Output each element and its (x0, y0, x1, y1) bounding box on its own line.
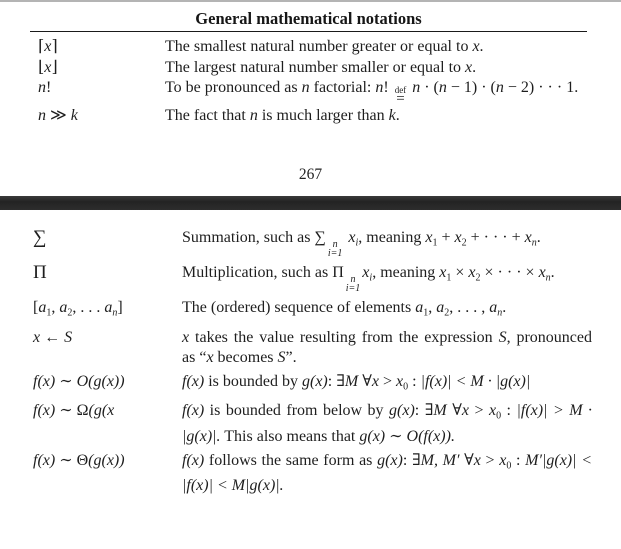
table-row (33, 228, 592, 259)
description-cell: The fact that n is much larger than k. (165, 107, 400, 124)
description-cell: The largest natural number smaller or equal to x. (165, 58, 477, 76)
notation-cell: x ← S (33, 328, 73, 346)
table-row (33, 401, 592, 447)
notation-cell: f(x) ∼ Ω(g(x (33, 402, 115, 419)
description-cell: The smallest natural number greater or equal to x. (165, 38, 484, 55)
table-row (38, 106, 587, 126)
notation-cell: ⌈x⌉ (38, 38, 58, 55)
page-title: General mathematical notations (195, 9, 422, 28)
title-rule (30, 31, 587, 32)
table-row (33, 328, 592, 368)
math-stack: n i=1 (345, 274, 361, 294)
notation-cell: ∑ (33, 227, 47, 248)
description-cell: x takes the value resulting from the expression S, pronounced as “x becomes S”. (182, 328, 593, 366)
table-row (38, 78, 587, 105)
table-row (33, 263, 592, 294)
notation-cell: ⌊x⌋ (38, 58, 58, 76)
table-row (38, 37, 587, 57)
page-separator-bar (0, 196, 621, 210)
description-cell: Summation, such as ∑ n i=1 $x_i$, meaning $x_1 + x_2$ + · · · + $x_n$. (182, 229, 541, 259)
table-row (38, 58, 587, 78)
top-border-line (0, 0, 621, 2)
notations-table-bottom (33, 228, 592, 500)
table-row (33, 451, 592, 497)
notations-table-top (38, 37, 587, 127)
description-cell: Multiplication, such as Π n i=1 $x_i$, meaning $x_1 \times x_2$ × · · · × $x_n$. (182, 264, 555, 294)
description-cell: f(x) follows the same form as g(x): ∃M, M′ ∀x > $x_0$ : M′|g(x)| < |f(x)| < M|g(x)|. (182, 451, 592, 494)
math-stack: n i=1 (327, 239, 343, 259)
description-cell: The (ordered) sequence of elements $a_1$, $a_2$, . . . , $a_n$. (182, 299, 507, 319)
notation-cell: f(x) ∼ O(g(x)) (33, 372, 125, 390)
description-cell: f(x) is bounded from below by g(x): ∃M ∀x > $x_0$ : |f(x)| > M · |g(x)|. This also means that g(x) ∼ O(f(x)). (182, 402, 593, 445)
description-cell: f(x) is bounded by g(x): ∃M ∀x > $x_0$ : |f(x)| < M · |g(x)| (182, 372, 531, 392)
table-row (33, 298, 592, 324)
table-row (33, 372, 592, 398)
math-stack: def = (394, 85, 407, 107)
notation-cell: n! (38, 79, 52, 96)
notation-cell: Π (33, 262, 47, 283)
description-cell: To be pronounced as n factorial: n! def = n · (n − 1) · (n − 2) · · · 1. (165, 79, 579, 107)
page-number: 267 (298, 166, 323, 183)
notation-cell: f(x) ∼ Θ(g(x)) (33, 451, 125, 469)
notation-cell: n ≫ k (38, 107, 78, 124)
notation-cell: [$a_1$, $a_2$, . . . $a_n$] (33, 299, 123, 319)
